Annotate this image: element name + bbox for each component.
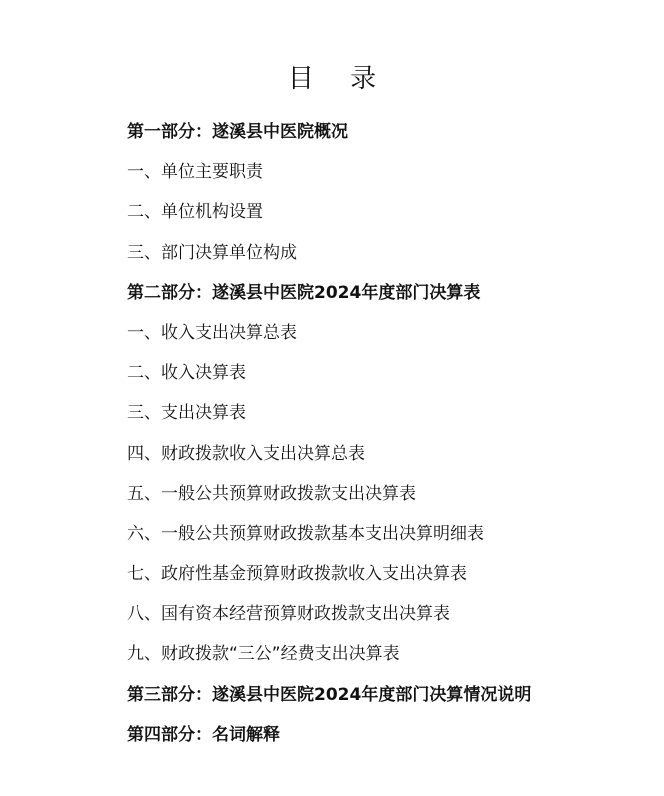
toc-entry: 八、国有资本经营预算财政拨款支出决算表 (127, 604, 450, 625)
toc-entry: 六、一般公共预算财政拨款基本支出决算明细表 (127, 523, 484, 544)
toc-entry: 二、收入决算表 (127, 363, 246, 384)
toc-entry: 第四部分：名词解释 (127, 724, 280, 745)
page-title: 目 录 (287, 64, 391, 94)
table-of-contents (127, 116, 531, 759)
toc-entry: 第三部分：遂溪县中医院2024年度部门决算情况说明 (127, 684, 532, 705)
toc-entry: 二、单位机构设置 (127, 202, 263, 223)
toc-entry: 五、一般公共预算财政拨款支出决算表 (127, 483, 416, 504)
toc-entry: 一、单位主要职责 (127, 162, 263, 183)
toc-entry: 七、政府性基金预算财政拨款收入支出决算表 (127, 564, 467, 585)
toc-entry: 第一部分：遂溪县中医院概况 (127, 122, 348, 142)
toc-entry: 九、财政拨款“三公”经费支出决算表 (127, 644, 400, 665)
toc-entry: 三、部门决算单位构成 (127, 242, 297, 263)
toc-entry: 一、收入支出决算总表 (127, 322, 297, 343)
toc-entry: 四、财政拨款收入支出决算总表 (127, 443, 365, 464)
toc-entry: 三、支出决算表 (127, 403, 246, 424)
toc-entry: 第二部分：遂溪县中医院2024年度部门决算表 (127, 282, 481, 303)
